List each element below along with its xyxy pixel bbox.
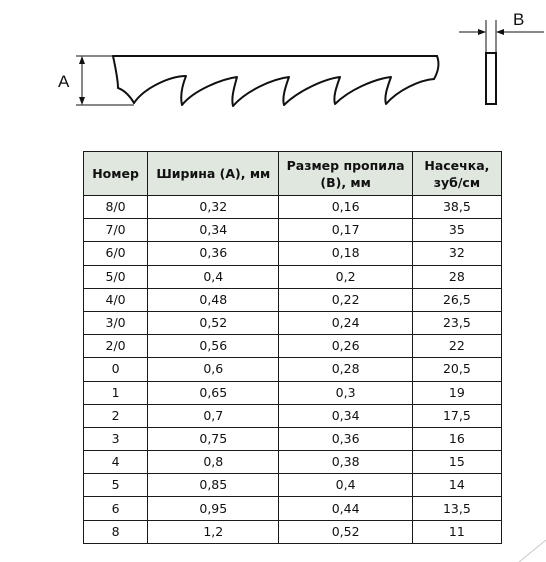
cell-teeth: 11 — [412, 520, 501, 543]
dimension-b-arrow-right — [478, 29, 486, 35]
table-row — [84, 451, 502, 474]
cross-section-rect — [486, 53, 496, 104]
cell-teeth: 14 — [412, 474, 501, 497]
cell-width: 1,2 — [148, 520, 279, 543]
table-row — [84, 311, 502, 334]
table-body — [84, 196, 502, 544]
cell-width: 0,85 — [148, 474, 279, 497]
cell-number: 5/0 — [84, 265, 148, 288]
cell-width: 0,75 — [148, 427, 279, 450]
blade-left-end — [113, 56, 134, 103]
table-row — [84, 427, 502, 450]
header-width: Ширина (А), мм — [148, 152, 279, 196]
cell-number: 3 — [84, 427, 148, 450]
cell-teeth: 28 — [412, 265, 501, 288]
table-row — [84, 242, 502, 265]
cell-number: 1 — [84, 381, 148, 404]
cell-kerf: 0,44 — [279, 497, 412, 520]
cell-width: 0,7 — [148, 404, 279, 427]
dimension-a — [76, 56, 134, 105]
cell-number: 3/0 — [84, 311, 148, 334]
dimension-a-arrow-up — [79, 56, 85, 64]
dimension-b-label: B — [513, 10, 525, 29]
table-row — [84, 219, 502, 242]
cell-teeth: 26,5 — [412, 288, 501, 311]
table-row — [84, 288, 502, 311]
cell-teeth: 38,5 — [412, 196, 501, 219]
cell-teeth: 23,5 — [412, 311, 501, 334]
dimension-a-label: A — [58, 72, 70, 91]
table-header-row — [84, 152, 502, 196]
cell-kerf: 0,38 — [279, 451, 412, 474]
cell-teeth: 20,5 — [412, 358, 501, 381]
cell-kerf: 0,18 — [279, 242, 412, 265]
cell-number: 7/0 — [84, 219, 148, 242]
cell-width: 0,36 — [148, 242, 279, 265]
table-row — [84, 404, 502, 427]
table-row — [84, 474, 502, 497]
table-row — [84, 381, 502, 404]
cell-teeth: 35 — [412, 219, 501, 242]
cell-kerf: 0,36 — [279, 427, 412, 450]
header-teeth: Насечка, зуб/см — [412, 152, 501, 196]
cell-kerf: 0,3 — [279, 381, 412, 404]
cell-number: 2 — [84, 404, 148, 427]
cell-number: 2/0 — [84, 335, 148, 358]
cell-kerf: 0,22 — [279, 288, 412, 311]
blade-side-view — [113, 56, 438, 106]
cell-number: 6/0 — [84, 242, 148, 265]
cell-teeth: 17,5 — [412, 404, 501, 427]
cell-width: 0,48 — [148, 288, 279, 311]
cell-kerf: 0,24 — [279, 311, 412, 334]
header-kerf: Размер пропила (В), мм — [279, 152, 412, 196]
blade-cross-section — [459, 20, 544, 104]
cell-width: 0,34 — [148, 219, 279, 242]
blade-teeth-edge — [134, 76, 434, 106]
saw-blade-spec-table — [83, 151, 502, 544]
cell-kerf: 0,4 — [279, 474, 412, 497]
cell-width: 0,6 — [148, 358, 279, 381]
cell-width: 0,8 — [148, 451, 279, 474]
cell-teeth: 32 — [412, 242, 501, 265]
cell-teeth: 19 — [412, 381, 501, 404]
cell-kerf: 0,2 — [279, 265, 412, 288]
cell-number: 4 — [84, 451, 148, 474]
table-row — [84, 196, 502, 219]
cell-width: 0,52 — [148, 311, 279, 334]
cell-width: 0,56 — [148, 335, 279, 358]
table-row — [84, 497, 502, 520]
cell-number: 8/0 — [84, 196, 148, 219]
cell-width: 0,65 — [148, 381, 279, 404]
cell-kerf: 0,16 — [279, 196, 412, 219]
dimension-b-arrow-left — [496, 29, 504, 35]
diagram-svg — [0, 0, 546, 140]
blade-right-break — [434, 56, 438, 79]
table-row — [84, 358, 502, 381]
table-row — [84, 265, 502, 288]
cell-teeth: 22 — [412, 335, 501, 358]
table-row — [84, 520, 502, 543]
cell-number: 8 — [84, 520, 148, 543]
cell-width: 0,32 — [148, 196, 279, 219]
cell-number: 6 — [84, 497, 148, 520]
cell-kerf: 0,34 — [279, 404, 412, 427]
cell-width: 0,4 — [148, 265, 279, 288]
cell-kerf: 0,28 — [279, 358, 412, 381]
corner-mark-line — [519, 540, 546, 562]
cell-number: 4/0 — [84, 288, 148, 311]
cell-number: 5 — [84, 474, 148, 497]
cell-width: 0,95 — [148, 497, 279, 520]
dimension-a-arrow-down — [79, 97, 85, 105]
cell-kerf: 0,26 — [279, 335, 412, 358]
cell-teeth: 13,5 — [412, 497, 501, 520]
cell-number: 0 — [84, 358, 148, 381]
table-row — [84, 335, 502, 358]
header-number: Номер — [84, 152, 148, 196]
cell-teeth: 16 — [412, 427, 501, 450]
cell-kerf: 0,52 — [279, 520, 412, 543]
saw-blade-diagram — [0, 0, 546, 140]
cell-teeth: 15 — [412, 451, 501, 474]
cell-kerf: 0,17 — [279, 219, 412, 242]
